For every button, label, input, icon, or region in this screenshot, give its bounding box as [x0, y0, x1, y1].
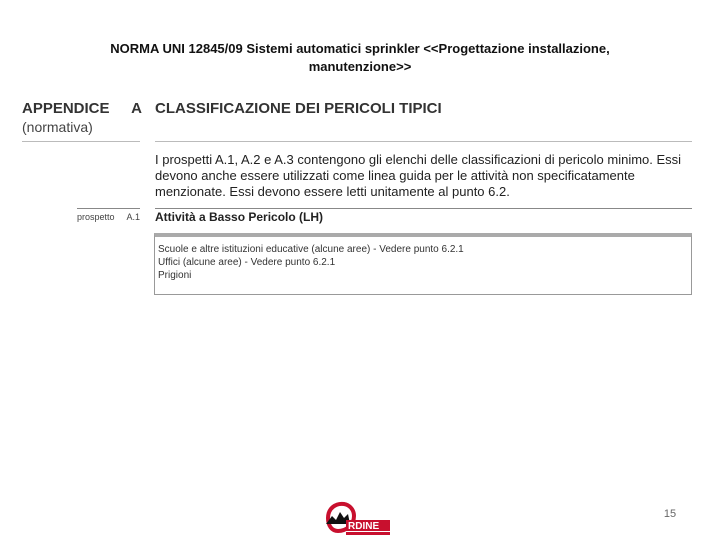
table-row: Prigioni	[158, 270, 192, 281]
appendix-type: (normativa)	[22, 119, 93, 135]
slide-title	[60, 40, 660, 76]
prospetto-label	[77, 212, 140, 222]
slide-title-line1: NORMA UNI 12845/09 Sistemi automatici sprinkler <<Progettazione installazione,	[110, 41, 610, 56]
divider	[155, 208, 692, 209]
hazard-table	[154, 233, 692, 295]
appendix-label: APPENDICE	[22, 100, 110, 117]
prospetto-number: A.1	[126, 212, 140, 222]
intro-paragraph: I prospetti A.1, A.2 e A.3 contengono gli elenchi delle classificazioni di pericolo minimo. Essi devono anche essere utilizzati come linea guida per le attività non specificatamente menzionate. Essi devono essere letti unitamente al punto 6.2.	[155, 152, 682, 199]
page-number: 15	[663, 508, 677, 520]
classification-title: CLASSIFICAZIONE DEI PERICOLI TIPICI	[155, 100, 442, 117]
table-row: Scuole e altre istituzioni educative (alcune aree) - Vedere punto 6.2.1	[158, 244, 464, 255]
prospetto-word: prospetto	[77, 212, 115, 222]
ordine-logo	[322, 498, 394, 538]
appendix-letter: A	[131, 100, 142, 117]
table-title: Attività a Basso Pericolo (LH)	[155, 210, 324, 224]
appendix-heading	[22, 100, 142, 135]
divider	[22, 141, 140, 142]
slide-title-line2: manutenzione>>	[308, 59, 412, 74]
divider	[155, 141, 692, 142]
table-row: Uffici (alcune aree) - Vedere punto 6.2.1	[158, 257, 336, 268]
divider	[77, 208, 140, 209]
logo-text: RDINE	[348, 521, 380, 532]
